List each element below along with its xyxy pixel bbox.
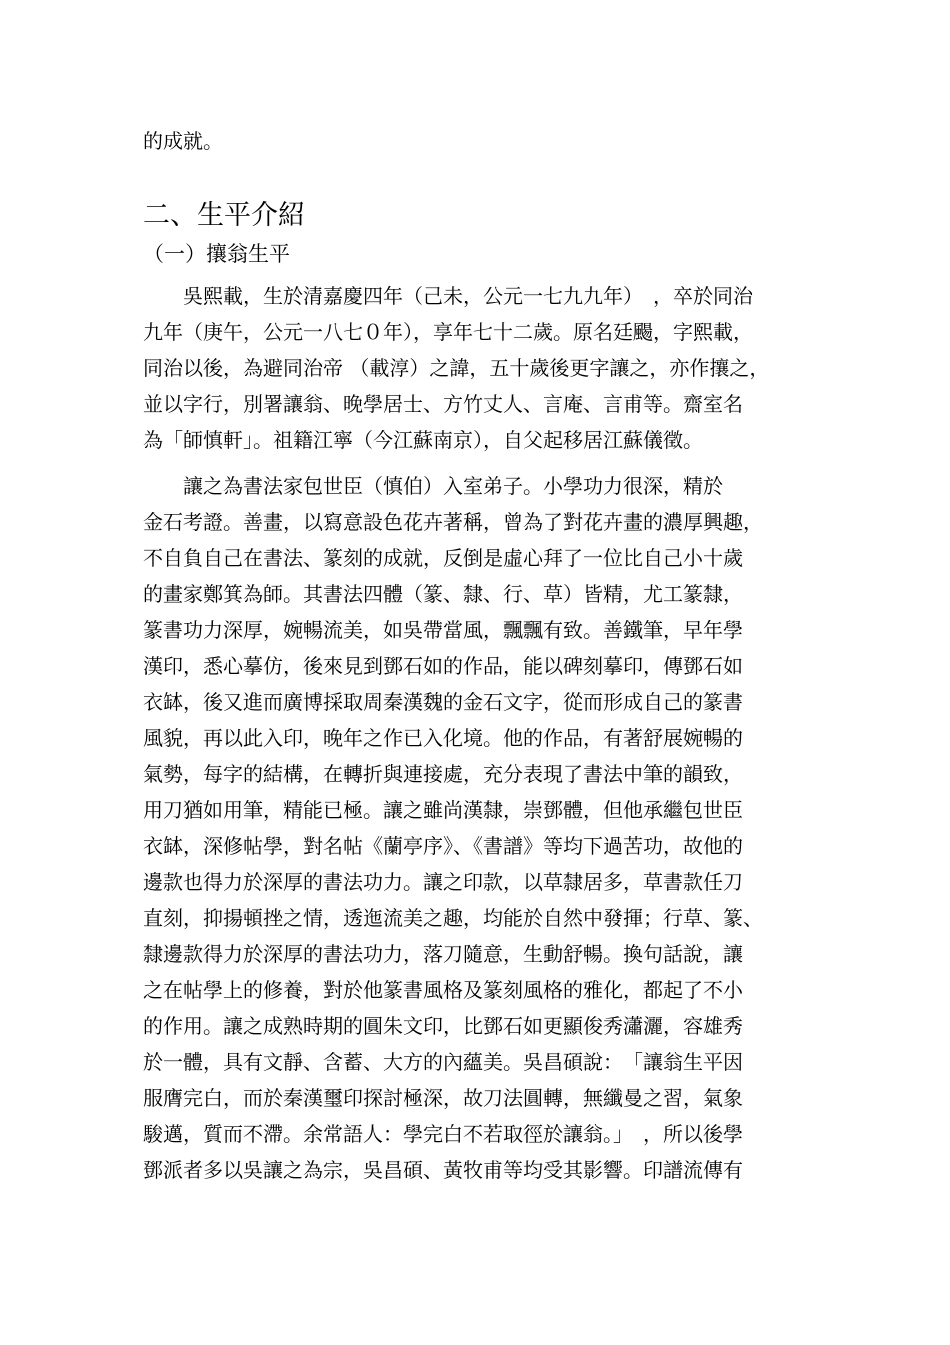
text-line: 並以字行，別署讓翁、晚學居士、方竹丈人、言庵、言甫等。齋室名 — [143, 392, 743, 416]
sub-heading: （一）攘翁生平 — [143, 242, 290, 266]
text-line: 風貌，再以此入印，晚年之作已入化境。他的作品，有著舒展婉暢的 — [143, 726, 743, 750]
text-line: 氣勢，每字的結構，在轉折與連接處，充分表現了書法中筆的韻致， — [143, 762, 743, 786]
text-line: 之在帖學上的修養，對於他篆書風格及篆刻風格的雅化，都起了不小 — [143, 978, 743, 1002]
text-line: 的作用。讓之成熟時期的圓朱文印，比鄧石如更顯俊秀瀟灑，容雄秀 — [143, 1014, 743, 1038]
text-line: 九年（庚午，公元一八七０年），享年七十二歲。原名廷颺，字熙載， — [143, 320, 753, 344]
text-line: 服膺完白，而於秦漢璽印探討極深，故刀法圓轉，無纖曼之習，氣象 — [143, 1086, 743, 1110]
text-line: 邊款也得力於深厚的書法功力。讓之印款，以草隸居多，草書款任刀 — [143, 870, 743, 894]
text-line: 駿邁，質而不滯。余常語人：學完白不若取徑於讓翁。」 ，所以後學 — [143, 1122, 743, 1146]
text-line: 為「師慎軒」。祖籍江寧（今江蘇南京），自父起移居江蘇儀徵。 — [143, 428, 703, 452]
text-line: 不自負自己在書法、篆刻的成就，反倒是虛心拜了一位比自己小十歲 — [143, 546, 743, 570]
text-line: 的畫家鄭箕為師。其書法四體（篆、隸、行、草）皆精，尤工篆隸， — [143, 582, 743, 606]
text-line: 篆書功力深厚，婉暢流美，如吳帶當風，飄飄有致。善鐵筆，早年學 — [143, 618, 743, 642]
text-line: 用刀猶如用筆，精能已極。讓之雖尚漢隸，崇鄧體，但他承繼包世臣 — [143, 798, 743, 822]
text-line: 金石考證。善畫，以寫意設色花卉著稱，曾為了對花卉畫的濃厚興趣， — [143, 510, 763, 534]
text-line: 衣缽，後又進而廣博採取周秦漢魏的金石文字，從而形成自己的篆書 — [143, 690, 743, 714]
text-line: 隸邊款得力於深厚的書法功力，落刀隨意，生動舒暢。換句話說，讓 — [143, 942, 743, 966]
text-line: 吳熙載，生於清嘉慶四年（己未，公元一七九九年） ，卒於同治 — [143, 284, 753, 308]
text-line: 衣缽，深修帖學，對名帖《蘭亭序》、《書譜》等均下過苦功，故他的 — [143, 834, 743, 858]
lead-fragment: 的成就。 — [143, 129, 223, 153]
text-line: 讓之為書法家包世臣（慎伯）入室弟子。小學功力很深，精於 — [143, 474, 723, 498]
text-line: 漢印，悉心摹仿，後來見到鄧石如的作品，能以碑刻摹印，傳鄧石如 — [143, 654, 743, 678]
text-line: 於一體，具有文靜、含蓄、大方的內蘊美。吳昌碩說： 「讓翁生平因 — [143, 1050, 743, 1074]
text-line: 同治以後，為避同治帝 （載淳）之諱，五十歲後更字讓之，亦作攘之， — [143, 356, 770, 380]
section-heading: 二、生平介紹 — [143, 200, 305, 231]
text-line: 直刻，抑揚頓挫之情，透迤流美之趣，均能於自然中發揮；行草、篆、 — [143, 906, 763, 930]
text-line: 鄧派者多以吳讓之為宗，吳昌碩、黃牧甫等均受其影響。印譜流傳有 — [143, 1158, 743, 1182]
